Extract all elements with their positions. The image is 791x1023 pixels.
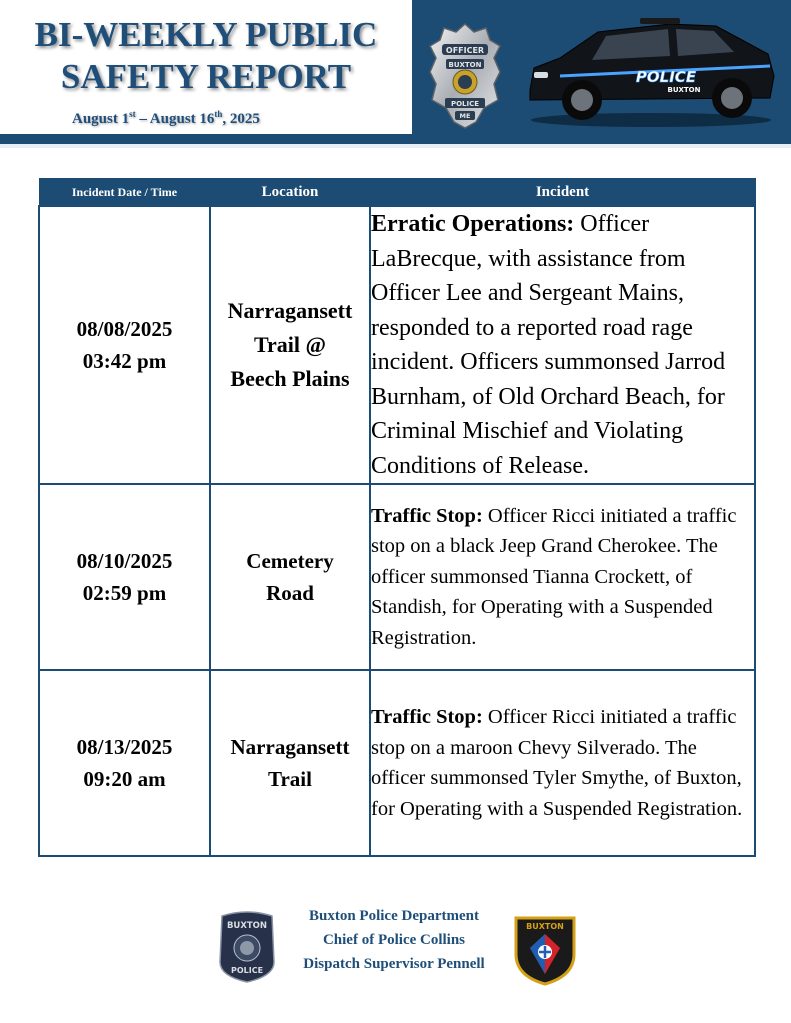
location-line: Trail @ — [254, 332, 326, 357]
header-title-panel — [0, 0, 412, 134]
incident-location-cell — [210, 670, 370, 856]
car-town-text: BUXTON — [667, 86, 701, 94]
incident-time: 03:42 pm — [82, 349, 167, 373]
fire-patch-top-text: BUXTON — [526, 922, 564, 931]
fire-rescue-patch-icon — [512, 914, 578, 986]
incident-description-cell — [370, 206, 755, 484]
footer-chief: Chief of Police Collins — [322, 932, 466, 948]
location-line: Road — [266, 581, 314, 605]
date-start-suffix: st — [129, 109, 136, 119]
header-divider-light — [0, 144, 791, 148]
footer-credits — [276, 904, 512, 976]
location-line: Narragansett — [227, 298, 353, 323]
car-door-text: POLICE — [635, 68, 697, 86]
table-row — [39, 484, 755, 670]
patch-top-text: BUXTON — [226, 921, 268, 931]
footer-dispatch: Dispatch Supervisor Pennell — [303, 956, 485, 972]
incident-text: Officer Ricci initiated a traffic stop on a maroon Chevy Silverado. The officer summonsed Tyler Smythe, of Buxton, for Operating with a Suspended Registration. — [371, 706, 743, 820]
incident-datetime-cell — [39, 484, 210, 670]
column-header-datetime: Incident Date / Time — [39, 179, 210, 207]
incident-type: Traffic Stop: — [371, 706, 483, 728]
incident-date: 08/08/2025 — [76, 317, 173, 341]
location-line: Trail — [268, 767, 312, 791]
incident-date: 08/10/2025 — [76, 549, 173, 573]
report-header — [0, 0, 791, 148]
patch-bottom-text: POLICE — [230, 966, 264, 975]
date-year: , 2025 — [222, 111, 260, 127]
date-end-suffix: th — [214, 109, 223, 119]
badge-bottom-text: POLICE — [450, 100, 480, 108]
badge-top-text: OFFICER — [445, 46, 485, 55]
date-separator: – — [135, 111, 150, 127]
incident-description-cell — [370, 670, 755, 856]
date-end: August 16 — [149, 111, 215, 127]
incident-location-cell — [210, 484, 370, 670]
badge-town-text: BUXTON — [448, 61, 482, 69]
column-header-incident: Incident — [370, 179, 755, 207]
incident-time: 09:20 am — [83, 767, 166, 791]
footer-department: Buxton Police Department — [309, 908, 479, 924]
incident-date: 08/13/2025 — [76, 735, 173, 759]
location-line: Cemetery — [246, 549, 334, 573]
police-car-icon — [520, 10, 782, 130]
date-start: August 1 — [72, 111, 130, 127]
police-patch-icon — [218, 910, 276, 984]
incident-location-cell — [210, 206, 370, 484]
incident-type: Traffic Stop: — [371, 504, 483, 527]
report-title-line2: SAFETY REPORT — [60, 57, 352, 96]
report-title-line1: BI-WEEKLY PUBLIC — [34, 15, 378, 54]
incident-time: 02:59 pm — [82, 581, 167, 605]
location-line: Narragansett — [230, 735, 350, 759]
incident-description-cell — [370, 484, 755, 670]
table-header-row — [39, 179, 755, 207]
police-badge-icon — [428, 22, 502, 130]
badge-state-text: ME — [459, 112, 471, 120]
location-line: Beech Plains — [230, 366, 350, 391]
header-divider — [0, 134, 791, 144]
incident-datetime-cell — [39, 206, 210, 484]
incident-type: Erratic Operations: — [371, 211, 575, 237]
incident-text: Officer Ricci initiated a traffic stop on a black Jeep Grand Cherokee. The officer summonsed Tianna Crockett, of Standish, for Operating with a Suspended Registration. — [371, 504, 737, 649]
incident-table — [38, 178, 756, 857]
report-date-range — [72, 109, 260, 128]
incident-datetime-cell — [39, 670, 210, 856]
column-header-location: Location — [210, 179, 370, 207]
table-row — [39, 670, 755, 856]
table-row — [39, 206, 755, 484]
incident-text: Officer LaBrecque, with assistance from Officer Lee and Sergeant Mains, responded to a reported road rage incident. Officers summonsed Jarrod Burnham, of Old Orchard Beach, for Criminal Mischief and Violating Conditions of Release. — [371, 211, 726, 479]
